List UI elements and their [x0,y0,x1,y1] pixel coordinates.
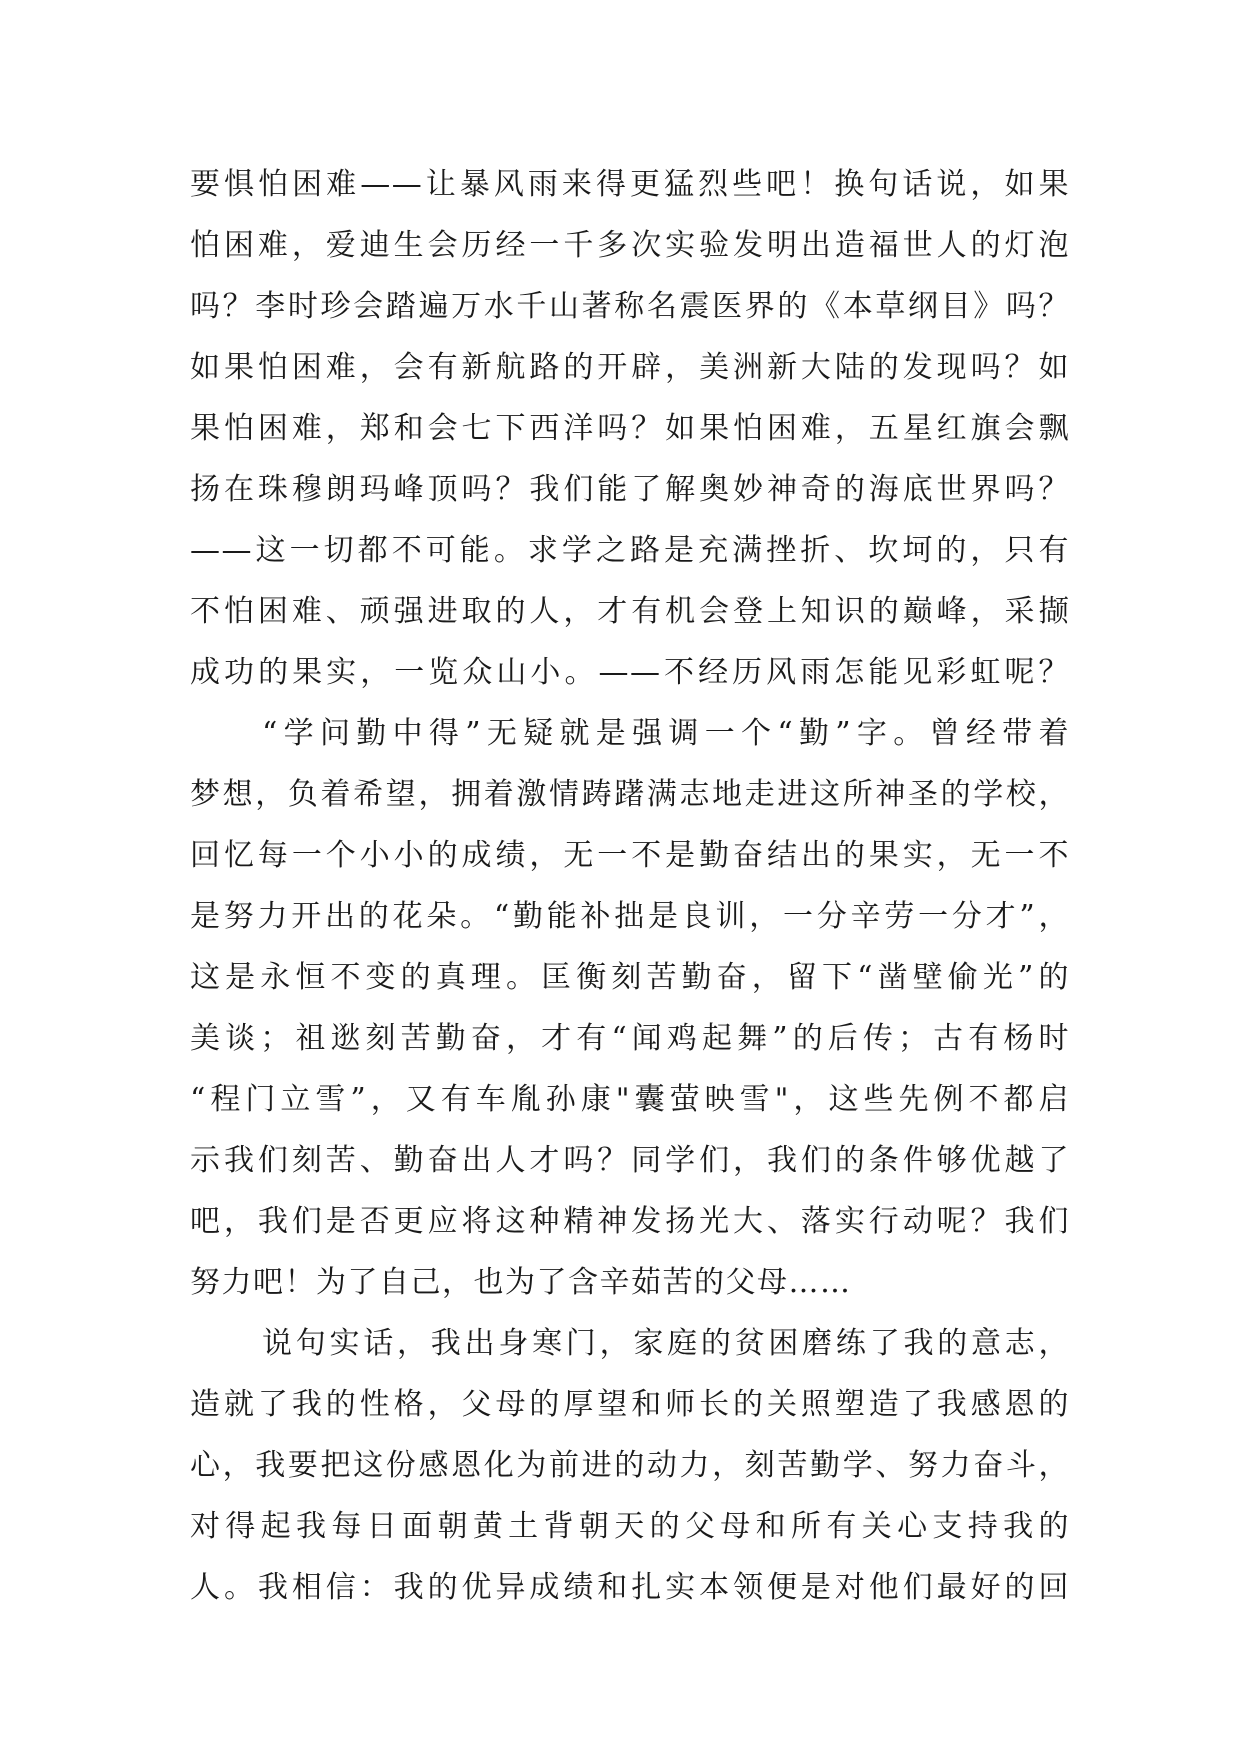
text-line: 对得起我每日面朝黄土背朝天的父母和所有关心支持我的 [190,1509,1070,1544]
text-line: 努力吧！为了自己，也为了含辛茹苦的父母…… [190,1265,852,1300]
text-line: 成功的果实，一览众山小。——不经历风雨怎能见彩虹呢？ [190,655,1070,690]
text-line: 扬在珠穆朗玛峰顶吗？我们能了解奥妙神奇的海底世界吗？ [190,472,1070,507]
text-line: 是努力开出的花朵。“勤能补拙是良训，一分辛劳一分才”， [190,899,1070,934]
text-line: 怕困难，爱迪生会历经一千多次实验发明出造福世人的灯泡 [190,228,1070,263]
text-line: “学问勤中得”无疑就是强调一个“勤”字。曾经带着 [262,716,1070,751]
text-line: 人。我相信：我的优异成绩和扎实本领便是对他们最好的回 [190,1570,1070,1605]
text-line: 心，我要把这份感恩化为前进的动力，刻苦勤学、努力奋斗， [190,1448,1070,1483]
text-line: 这是永恒不变的真理。匡衡刻苦勤奋，留下“凿壁偷光”的 [190,960,1070,995]
text-line: ——这一切都不可能。求学之路是充满挫折、坎坷的，只有 [190,533,1070,568]
text-line: 要惧怕困难——让暴风雨来得更猛烈些吧！换句话说，如果 [190,167,1070,202]
document-body [190,154,1070,1618]
text-line: 美谈；祖逖刻苦勤奋，才有“闻鸡起舞”的后传；古有杨时 [190,1021,1070,1056]
text-line: 吗？李时珍会踏遍万水千山著称名震医界的《本草纲目》吗？ [190,289,1070,324]
text-line: 示我们刻苦、勤奋出人才吗？同学们，我们的条件够优越了 [190,1143,1070,1178]
text-line: 果怕困难，郑和会七下西洋吗？如果怕困难，五星红旗会飘 [190,411,1070,446]
text-line: 如果怕困难，会有新航路的开辟，美洲新大陆的发现吗？如 [190,350,1070,385]
text-line: 吧，我们是否更应将这种精神发扬光大、落实行动呢？我们 [190,1204,1070,1239]
text-line: 说句实话，我出身寒门，家庭的贫困磨练了我的意志， [262,1326,1070,1361]
text-line: 回忆每一个小小的成绩，无一不是勤奋结出的果实，无一不 [190,838,1070,873]
text-line: 造就了我的性格，父母的厚望和师长的关照塑造了我感恩的 [190,1387,1070,1422]
text-line: 梦想，负着希望，拥着激情踌躇满志地走进这所神圣的学校， [190,777,1070,812]
text-line: “程门立雪”，又有车胤孙康"囊萤映雪"，这些先例不都启 [190,1082,1070,1117]
text-line: 不怕困难、顽强进取的人，才有机会登上知识的巅峰，采撷 [190,594,1070,629]
